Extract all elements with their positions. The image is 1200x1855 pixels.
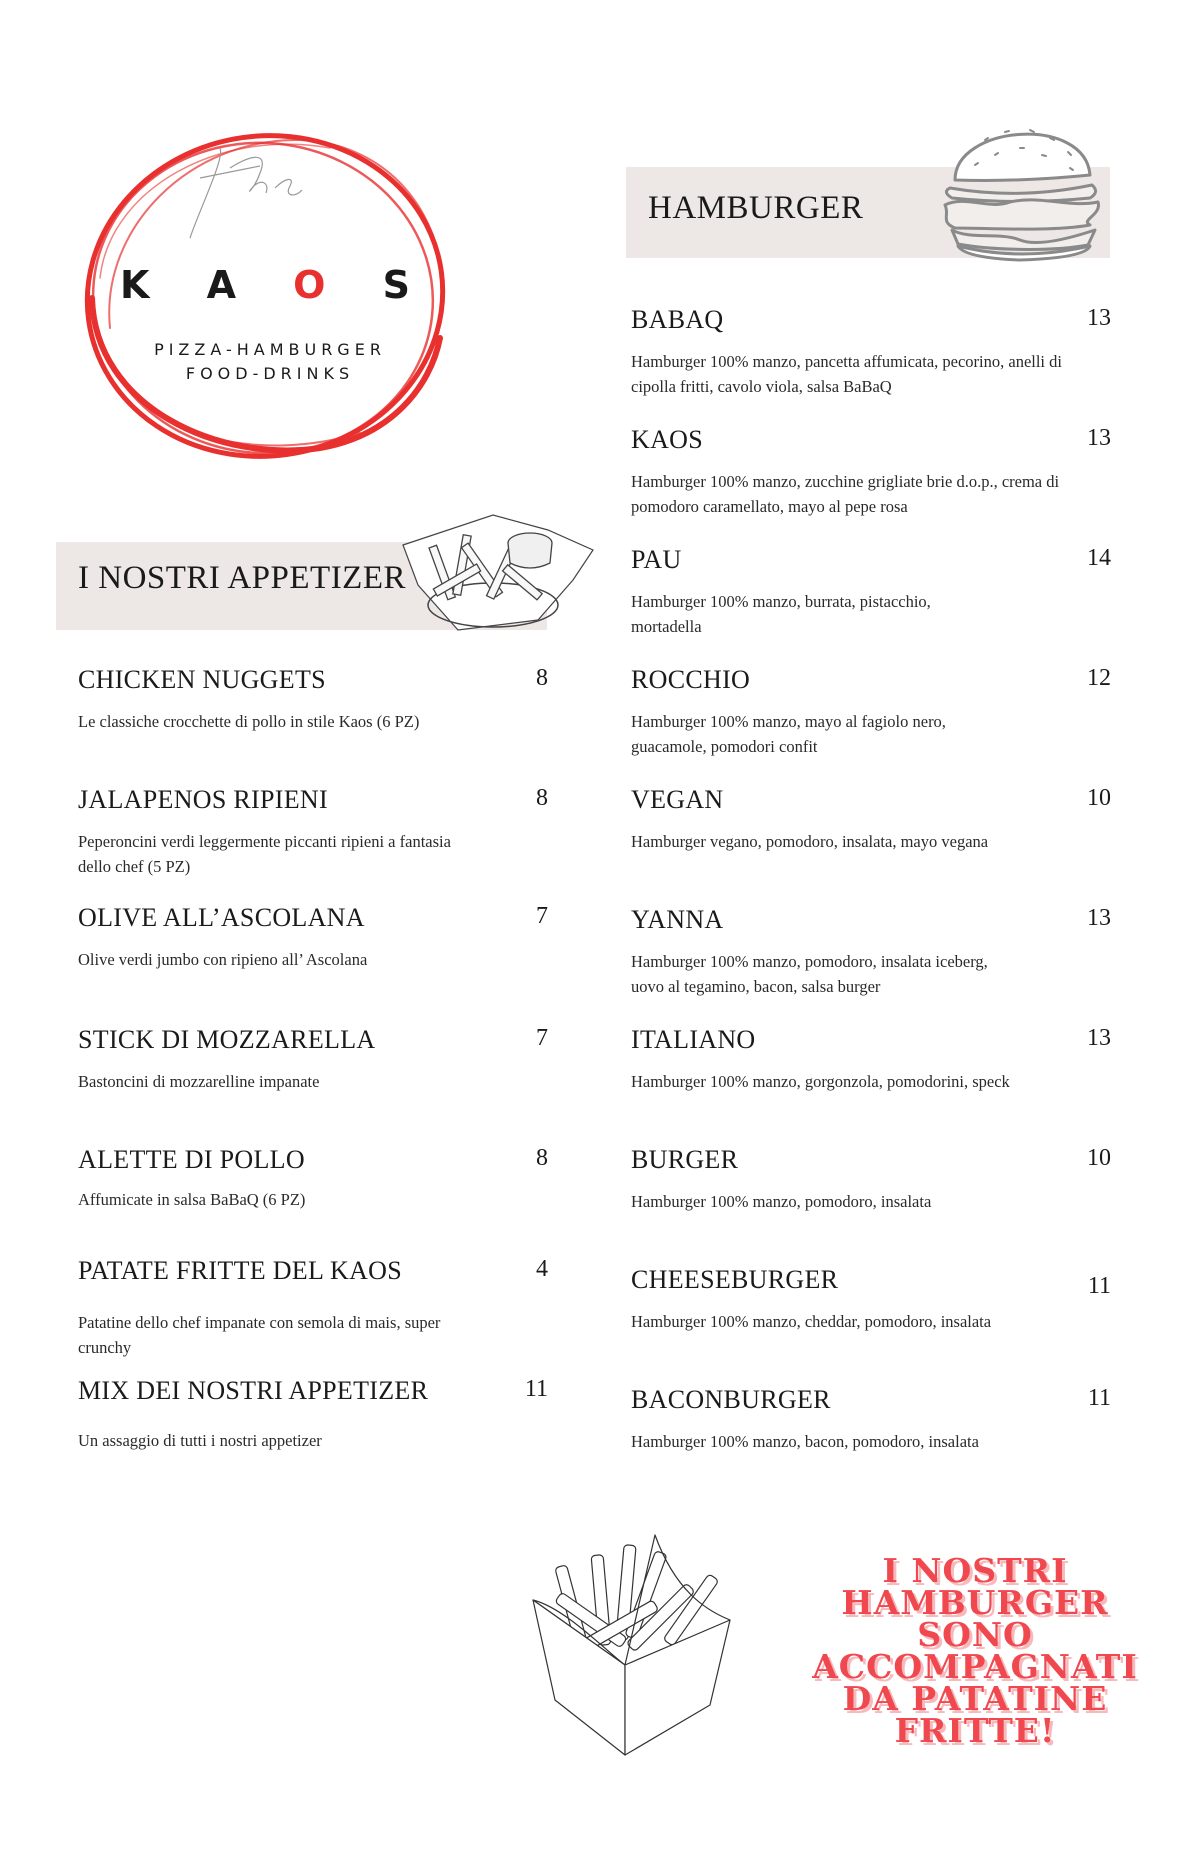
item-description: Hamburger vegano, pomodoro, insalata, mayo vegana	[631, 832, 989, 851]
item-name: ITALIANO	[631, 1025, 756, 1054]
item-name: BACONBURGER	[631, 1385, 831, 1414]
appetizer-item	[78, 1256, 548, 1356]
hamburger-item	[631, 1265, 1111, 1365]
item-price: 8	[536, 785, 548, 811]
item-name: STICK DI MOZZARELLA	[78, 1025, 376, 1054]
hamburger-item	[631, 665, 1111, 765]
hamburger-item	[631, 425, 1111, 525]
item-description: Hamburger 100% manzo, bacon, pomodoro, insalata	[631, 1432, 979, 1451]
logo-letter-s: S	[382, 263, 410, 307]
item-name: PATATE FRITTE DEL KAOS	[78, 1256, 402, 1285]
item-name: CHEESEBURGER	[631, 1265, 839, 1294]
item-description: Hamburger 100% manzo, gorgonzola, pomodorini, speck	[631, 1072, 1010, 1091]
item-name: OLIVE ALL’ASCOLANA	[78, 903, 365, 932]
item-price: 11	[1087, 1273, 1111, 1299]
item-price: 10	[1087, 1145, 1111, 1171]
item-description: Le classiche crocchette di pollo in stile Kaos (6 PZ)	[78, 712, 420, 731]
item-name: MIX DEI NOSTRI APPETIZER	[78, 1376, 429, 1405]
promo-line: FRITTE!	[894, 1711, 1056, 1750]
promo-text	[780, 1551, 1170, 1750]
fries-box-icon	[525, 1530, 765, 1760]
hamburger-item	[631, 1385, 1111, 1485]
logo-tagline-1: PIZZA-HAMBURGER	[154, 340, 386, 359]
logo-letter-k: K	[120, 263, 150, 307]
hamburger-section-title: HAMBURGER	[648, 190, 864, 226]
item-price: 14	[1087, 545, 1111, 571]
promo-line: I NOSTRI	[882, 1551, 1068, 1590]
item-name: CHICKEN NUGGETS	[78, 665, 326, 694]
item-price: 4	[536, 1256, 548, 1282]
item-name: KAOS	[631, 425, 703, 454]
hamburger-item	[631, 545, 1111, 645]
burger-icon	[930, 110, 1110, 265]
item-description: Peperoncini verdi leggermente piccanti ripieni a fantasia dello chef (5 PZ)	[78, 832, 451, 876]
item-description: Hamburger 100% manzo, zucchine grigliate brie d.o.p., crema di pomodoro caramellato, mayo al pepe rosa	[631, 472, 1060, 516]
item-description: Hamburger 100% manzo, pomodoro, insalata	[631, 1192, 932, 1211]
item-description: Hamburger 100% manzo, pancetta affumicata, pecorino, anelli di cipolla fritti, cavolo viola, salsa BaBaQ	[631, 352, 1062, 396]
item-description: Hamburger 100% manzo, burrata, pistacchio, mortadella	[631, 592, 931, 636]
fries-basket-icon	[398, 505, 598, 635]
item-description: Hamburger 100% manzo, pomodoro, insalata iceberg, uovo al tegamino, bacon, salsa burger	[631, 952, 988, 996]
hamburger-item	[631, 905, 1111, 1005]
item-price: 11	[1087, 1385, 1111, 1411]
hamburger-item	[631, 1145, 1111, 1245]
item-price: 10	[1087, 785, 1111, 811]
item-name: YANNA	[631, 905, 724, 934]
item-description: Olive verdi jumbo con ripieno all’ Ascolana	[78, 950, 368, 969]
restaurant-logo	[70, 118, 460, 463]
hamburger-item	[631, 1025, 1111, 1125]
hamburger-item	[631, 305, 1111, 405]
item-price: 8	[536, 665, 548, 691]
logo-letter-o: O	[293, 263, 326, 307]
item-name: VEGAN	[631, 785, 724, 814]
item-price: 13	[1087, 305, 1111, 331]
item-price: 7	[536, 903, 548, 929]
item-name: ROCCHIO	[631, 665, 751, 694]
logo-letter-a: A	[206, 263, 237, 307]
item-description: Un assaggio di tutti i nostri appetizer	[78, 1431, 322, 1450]
appetizer-item	[78, 665, 548, 765]
item-description: Affumicate in salsa BaBaQ (6 PZ)	[78, 1190, 306, 1209]
promo-line: HAMBURGER	[841, 1583, 1109, 1622]
appetizer-item	[78, 1145, 548, 1245]
hamburger-item	[631, 785, 1111, 885]
promo-line: SONO	[917, 1615, 1033, 1654]
item-name: JALAPENOS RIPIENI	[78, 785, 328, 814]
item-price: 7	[536, 1025, 548, 1051]
item-name: ALETTE DI POLLO	[78, 1145, 305, 1174]
item-description: Hamburger 100% manzo, mayo al fagiolo nero, guacamole, pomodori confit	[631, 712, 946, 756]
item-price: 13	[1087, 1025, 1111, 1051]
item-price: 12	[1087, 665, 1111, 691]
appetizer-item	[78, 1376, 548, 1456]
item-name: BURGER	[631, 1145, 739, 1174]
appetizer-item	[78, 785, 548, 885]
item-price: 8	[536, 1145, 548, 1171]
logo-tagline-2: FOOD-DRINKS	[185, 364, 355, 383]
logo-name	[120, 263, 410, 307]
promo-line: ACCOMPAGNATI	[812, 1647, 1138, 1686]
appetizer-item	[78, 1025, 548, 1125]
appetizer-section-title: I NOSTRI APPETIZER	[78, 560, 407, 596]
item-name: PAU	[631, 545, 682, 574]
item-description: Bastoncini di mozzarelline impanate	[78, 1072, 320, 1091]
item-price: 13	[1087, 425, 1111, 451]
item-name: BABAQ	[631, 305, 724, 334]
promo-line: DA PATATINE	[842, 1679, 1108, 1718]
appetizer-item	[78, 903, 548, 1003]
item-price: 11	[524, 1376, 548, 1402]
item-description: Hamburger 100% manzo, cheddar, pomodoro, insalata	[631, 1312, 992, 1331]
item-price: 13	[1087, 905, 1111, 931]
item-description: Patatine dello chef impanate con semola di mais, super crunchy	[78, 1313, 441, 1357]
